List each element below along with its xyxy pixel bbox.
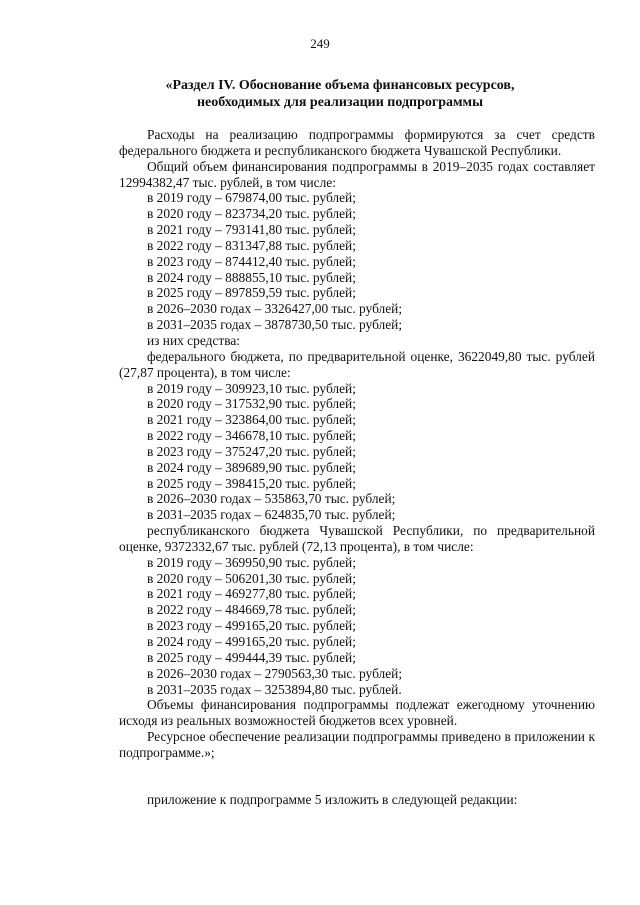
federal-budget-paragraph: федерального бюджета, по предварительной оценке, 3622049,80 тыс. рублей (27,87 процента), в том числе: [119,348,595,380]
of-them-label: из них средства: [147,332,241,348]
list-item: в 2031–2035 годах – 3878730,50 тыс. рублей; [147,317,403,333]
document-body [119,127,595,808]
republican-by-year-list [119,555,595,698]
list-item: в 2020 году – 823734,20 тыс. рублей; [147,206,356,222]
list-item: в 2026–2030 годах – 2790563,30 тыс. рублей; [147,665,403,681]
list-item: в 2023 году – 499165,20 тыс. рублей; [147,618,356,634]
list-item: в 2021 году – 323864,00 тыс. рублей; [147,412,356,428]
closing-paragraph-1: Объемы финансирования подпрограммы подлежат ежегодному уточнению исходя из реальных возможностей бюджетов всех уровней. [119,697,595,729]
list-item: в 2023 году – 375247,20 тыс. рублей; [147,443,356,459]
total-by-year-list [119,190,595,333]
list-item: в 2020 году – 506201,30 тыс. рублей; [147,570,356,586]
section-heading [150,77,530,111]
republican-budget-paragraph: республиканского бюджета Чувашской Республики, по предварительной оценке, 9372332,67 тыс. рублей (72,13 процента), в том числе: [119,523,595,554]
list-item: в 2022 году – 484669,78 тыс. рублей; [147,602,356,618]
intro-paragraph-2: Общий объем финансирования подпрограммы в 2019–2035 годах составляет 12994382,47 тыс. рублей, в том числе: [119,158,595,190]
list-item: в 2024 году – 499165,20 тыс. рублей; [147,634,356,649]
list-item: в 2026–2030 годах – 535863,70 тыс. рублей; [147,491,396,507]
list-item: в 2024 году – 888855,10 тыс. рублей; [147,269,356,285]
list-item: в 2026–2030 годах – 3326427,00 тыс. рублей; [147,301,403,317]
list-item: в 2019 году – 309923,10 тыс. рублей; [147,380,356,396]
list-item: в 2022 году – 346678,10 тыс. рублей; [147,428,356,444]
spacer [119,761,595,792]
section-heading-line-2: необходимых для реализации подпрограммы [196,95,484,110]
list-item: в 2023 году – 874412,40 тыс. рублей; [147,253,356,269]
final-instruction-line: приложение к подпрограмме 5 изложить в следующей редакции: [147,791,518,807]
list-item: в 2025 году – 499444,39 тыс. рублей; [147,649,356,665]
list-item: в 2019 году – 679874,00 тыс. рублей; [147,190,356,206]
list-item: в 2031–2035 годах – 3253894,80 тыс. рублей. [147,681,402,697]
list-item: в 2021 году – 793141,80 тыс. рублей; [147,222,356,238]
closing-paragraph-2: Ресурсное обеспечение реализации подпрограммы приведено в приложении к подпрограмме.»; [119,729,595,760]
page-number: 249 [310,36,330,51]
list-item: в 2020 году – 317532,90 тыс. рублей; [147,396,356,412]
list-item: в 2019 году – 369950,90 тыс. рублей; [147,554,356,570]
list-item: в 2031–2035 годах – 624835,70 тыс. рублей; [147,507,396,523]
list-item: в 2025 году – 897859,59 тыс. рублей; [147,285,356,301]
section-heading-line-1: «Раздел IV. Обоснование объема финансовых ресурсов, [165,78,515,93]
list-item: в 2022 году – 831347,88 тыс. рублей; [147,237,356,253]
list-item: в 2024 году – 389689,90 тыс. рублей; [147,459,356,475]
federal-by-year-list [119,381,595,524]
list-item: в 2021 году – 469277,80 тыс. рублей; [147,586,356,602]
list-item: в 2025 году – 398415,20 тыс. рублей; [147,475,356,491]
intro-paragraph-1: Расходы на реализацию подпрограммы формируются за счет средств федерального бюджета и республиканского бюджета Чувашской Республики. [119,127,595,158]
